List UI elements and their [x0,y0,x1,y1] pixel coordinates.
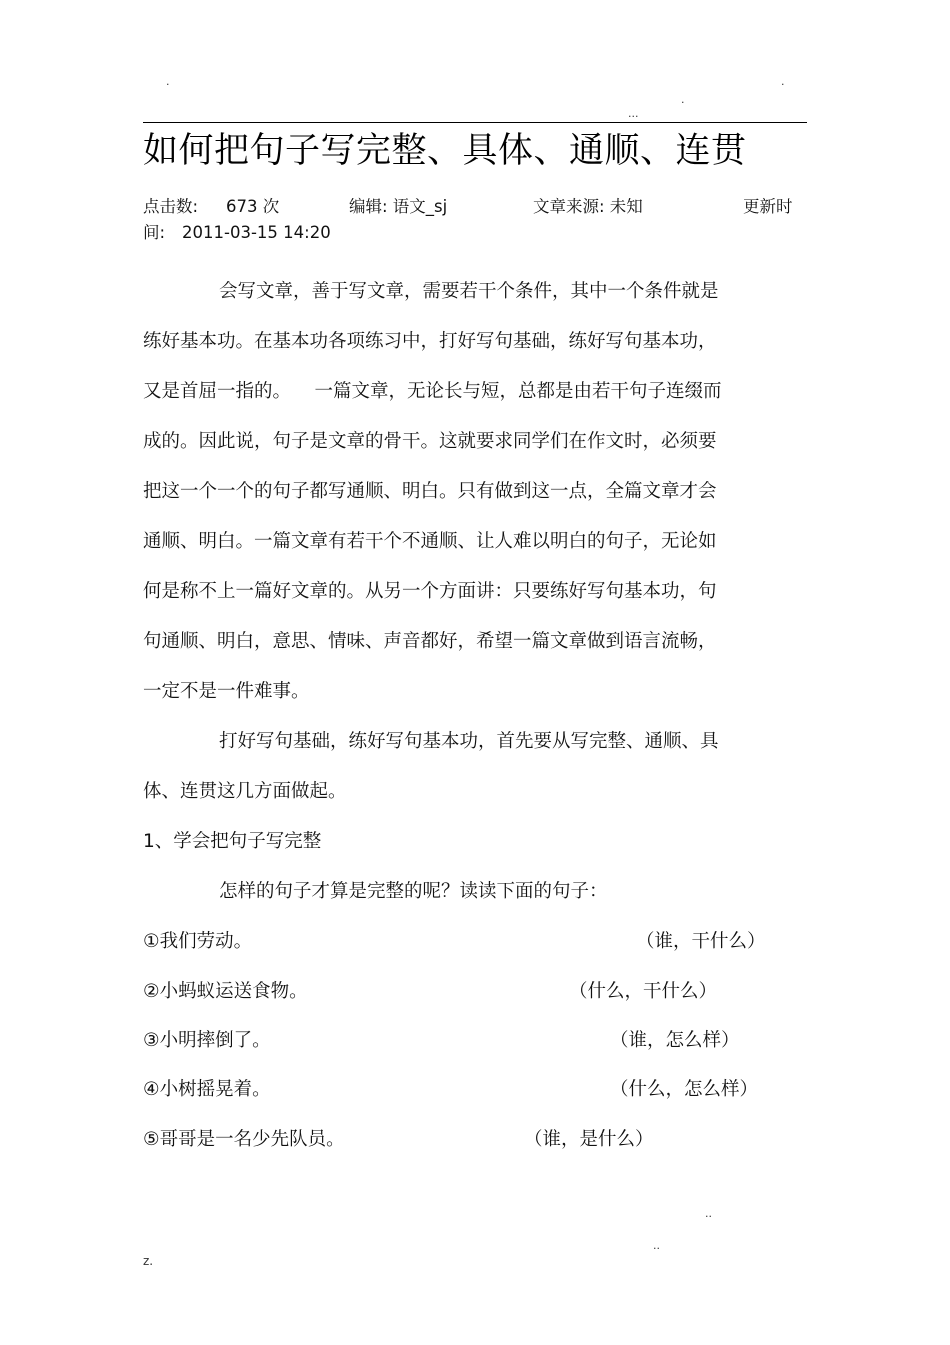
example-sentence: ④小树摇晃着。 [143,1079,271,1100]
example-sentence: ②小蚂蚁运送食物。 [143,981,308,1002]
body-line: 体、连贯这几方面做起。 [143,781,347,802]
body-line: 打好写句基础，练好写句基本功，首先要从写完整、通顺、具 [219,731,719,752]
body-line: 句通顺、明白，意思、情味、声音都好，希望一篇文章做到语言流畅， [143,631,717,652]
example-sentence: ①我们劳动。 [143,931,253,952]
header-mark: . [681,93,685,106]
header-mark: ... [628,107,639,120]
page-title: 如何把句子写完整、具体、通顺、连贯 [143,131,747,171]
body-line: 又是首屈一指的。 一篇文章，无论长与短，总都是由若干句子连缀而 [143,381,722,402]
footer-mark: .. [705,1207,712,1220]
body-line: 把这一个一个的句子都写通顺、明白。只有做到这一点，全篇文章才会 [143,481,717,502]
example-hint: （谁，干什么） [636,931,766,952]
body-line: 一定不是一件难事。 [143,681,310,702]
body-line: 会写文章，善于写文章，需要若干个条件，其中一个条件就是 [219,281,719,302]
update-value: 2011-03-15 14:20 [182,223,331,242]
header-mark: . [781,75,785,88]
example-hint: （谁，是什么） [524,1129,654,1150]
update-label: 更新时 [743,197,793,216]
clicks-value: 673 次 [226,197,280,216]
body-line: 成的。因此说，句子是文章的骨干。这就要求同学们在作文时，必须要 [143,431,717,452]
header-mark: . [166,75,170,88]
example-hint: （什么，干什么） [569,981,718,1002]
clicks-label: 点击数: [143,197,199,216]
body-line: 通顺、明白。一篇文章有若干个不通顺、让人难以明白的句子，无论如 [143,531,717,552]
header-rule [143,122,807,123]
example-hint: （谁，怎么样） [610,1030,740,1051]
body-line: 何是称不上一篇好文章的。从另一个方面讲：只要练好写句基本功，句 [143,581,717,602]
update-label-cont: 间: [143,223,166,242]
section-heading: 1、学会把句子写完整 [143,831,322,852]
editor-info: 编辑: 语文_sj [349,197,448,216]
body-line: 练好基本功。在基本功各项练习中，打好写句基础，练好写句基本功， [143,331,717,352]
source-info: 文章来源: 未知 [533,197,643,216]
example-sentence: ⑤哥哥是一名少先队员。 [143,1129,345,1150]
body-line: 怎样的句子才算是完整的呢？读读下面的句子： [219,881,608,902]
footer-mark: z. [143,1254,154,1268]
example-sentence: ③小明摔倒了。 [143,1030,271,1051]
footer-mark: .. [653,1239,660,1252]
example-hint: （什么，怎么样） [610,1079,759,1100]
